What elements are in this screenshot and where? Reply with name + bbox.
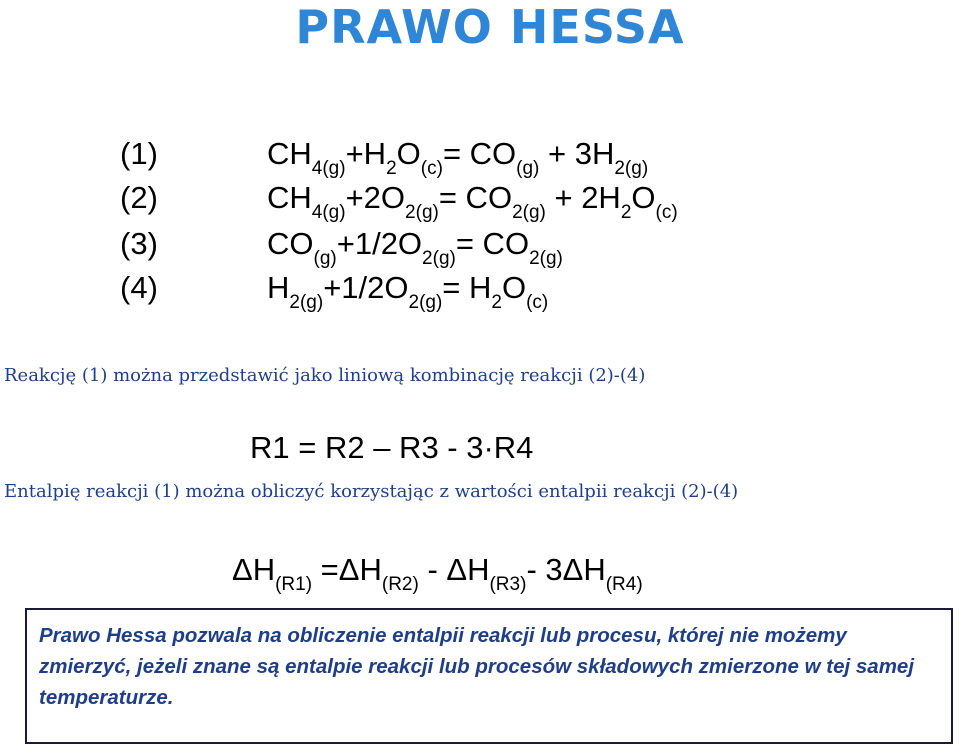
- formula-subscript: (R4): [605, 574, 643, 595]
- formula-subscript: (c): [526, 292, 549, 313]
- formula-term: CH: [267, 136, 312, 171]
- enthalpy-text: Entalpię reakcji (1) można obliczyć korzystając z wartości entalpii reakcji (2)-(4): [4, 481, 739, 502]
- formula-subscript: 2: [620, 202, 632, 223]
- formula-subscript: 2: [386, 158, 397, 179]
- formula-term: CH: [267, 180, 312, 215]
- hess-law-statement: Prawo Hessa pozwala na obliczenie entalpii reakcji lub procesu, której nie możemy zmierzyć, jeżeli znane są entalpie reakcji lub procesów składowych zmierzone w tej samej temperaturze.: [39, 624, 915, 709]
- formula-term: +1/2O: [323, 270, 409, 305]
- equation-expression: [267, 134, 649, 179]
- equation-number: (3): [120, 226, 158, 261]
- formula-term: = CO: [455, 226, 530, 261]
- formula-term: O: [631, 180, 656, 215]
- formula-term: O: [396, 136, 421, 171]
- formula-subscript: 2(g): [512, 202, 546, 223]
- formula-term: - 3ΔH: [526, 552, 606, 587]
- formula-subscript: (c): [655, 202, 678, 223]
- formula-subscript: (g): [313, 248, 337, 269]
- formula-subscript: 2(g): [614, 158, 649, 179]
- formula-term: = CO: [442, 136, 517, 171]
- equation-expression: [267, 178, 678, 223]
- enthalpy-formula: [232, 550, 643, 595]
- equation-expression: [267, 268, 549, 313]
- formula-subscript: (R2): [381, 574, 419, 595]
- reaction-combination-formula: R1 = R2 – R3 - 3·R4: [250, 430, 534, 465]
- formula-term: H: [267, 270, 290, 305]
- formula-subscript: 4(g): [311, 158, 346, 179]
- page-title: PRAWO HESSA: [295, 0, 685, 54]
- formula-subscript: 2(g): [422, 248, 456, 269]
- formula-term: + 3H: [539, 136, 615, 171]
- linear-combination-text: Reakcję (1) można przedstawić jako liniową kombinację reakcji (2)-(4): [4, 365, 646, 386]
- formula-term: +2O: [345, 180, 406, 215]
- formula-term: = CO: [438, 180, 513, 215]
- formula-subscript: 2(g): [289, 292, 324, 313]
- formula-term: CO: [267, 226, 314, 261]
- formula-term: +H: [345, 136, 387, 171]
- equation-number: (4): [120, 270, 158, 305]
- formula-term: O: [501, 270, 527, 305]
- formula-term: - ΔH: [418, 552, 490, 587]
- formula-subscript: (R1): [275, 574, 313, 595]
- formula-subscript: (g): [516, 158, 540, 179]
- equation-number: (1): [120, 136, 158, 171]
- equation-expression: [267, 224, 563, 269]
- formula-subscript: (R3): [489, 574, 527, 595]
- formula-subscript: 2(g): [529, 248, 563, 269]
- formula-term: =ΔH: [312, 552, 382, 587]
- formula-term: = H: [442, 270, 492, 305]
- formula-subscript: 2(g): [405, 202, 439, 223]
- equation-number: (2): [120, 180, 158, 215]
- formula-term: +1/2O: [336, 226, 423, 261]
- formula-subscript: (c): [420, 158, 443, 179]
- formula-term: + 2H: [545, 180, 621, 215]
- formula-subscript: 2: [491, 292, 502, 313]
- hess-law-box: [25, 608, 953, 744]
- formula-subscript: 2(g): [408, 292, 443, 313]
- formula-subscript: 4(g): [311, 202, 346, 223]
- formula-term: ΔH: [232, 552, 276, 587]
